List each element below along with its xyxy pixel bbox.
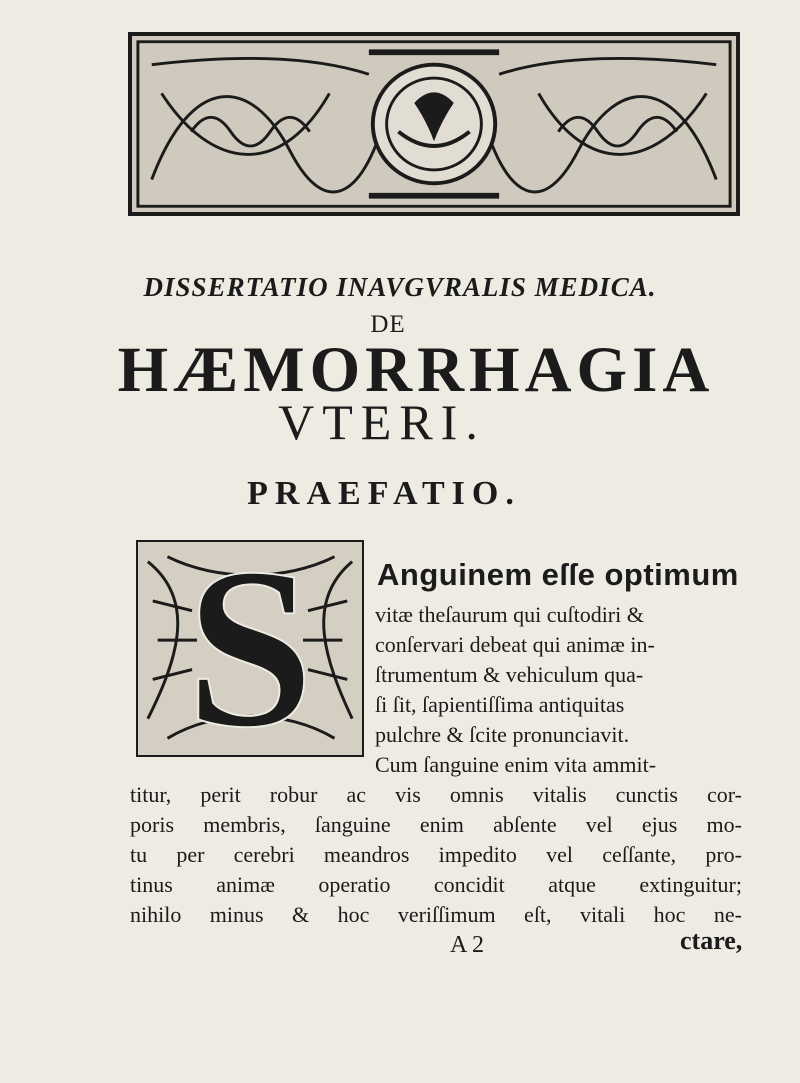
dissertation-heading: DISSERTATIO INAVGVRALIS MEDICA. <box>143 272 657 302</box>
title-subtitle: VTERI. <box>278 394 486 450</box>
text-line: tu per cerebri meandros impedito vel ceſſante, pro- <box>130 842 742 867</box>
catchword: ctare, <box>680 926 743 955</box>
title-preposition: DE <box>370 311 406 338</box>
decorated-initial <box>136 520 364 775</box>
signature-mark: A 2 <box>450 932 485 958</box>
text-line: Cum ſanguine enim vita ammit- <box>375 752 657 777</box>
text-line: vitæ theſaurum qui cuſtodiri & <box>375 602 644 627</box>
paragraph-lead: Anguinem eſſe optimum <box>377 557 739 592</box>
text-line: ſi ſit, ſapientiſſima antiquitas <box>375 692 625 717</box>
ornamental-headpiece <box>128 32 740 216</box>
main-title: HÆMORRHAGIA <box>117 334 715 406</box>
text-line: nihilo minus & hoc veriſſimum eſt, vitali hoc ne- <box>130 902 742 927</box>
text-line: titur, perit robur ac vis omnis vitalis cunctis cor- <box>130 782 742 807</box>
text-line: tinus animæ operatio concidit atque extinguitur; <box>130 872 742 897</box>
section-heading: PRAEFATIO. <box>247 475 521 512</box>
text-line: poris membris, ſanguine enim abſente vel ejus mo- <box>130 812 742 837</box>
headpiece-ornament-graphic <box>132 36 736 212</box>
text-line: conſervari debeat qui animæ in- <box>375 632 655 657</box>
text-line: pulchre & ſcite pronunciavit. <box>375 722 630 747</box>
initial-letter: S <box>186 520 314 775</box>
text-line: ſtrumentum & vehiculum qua- <box>375 662 644 687</box>
